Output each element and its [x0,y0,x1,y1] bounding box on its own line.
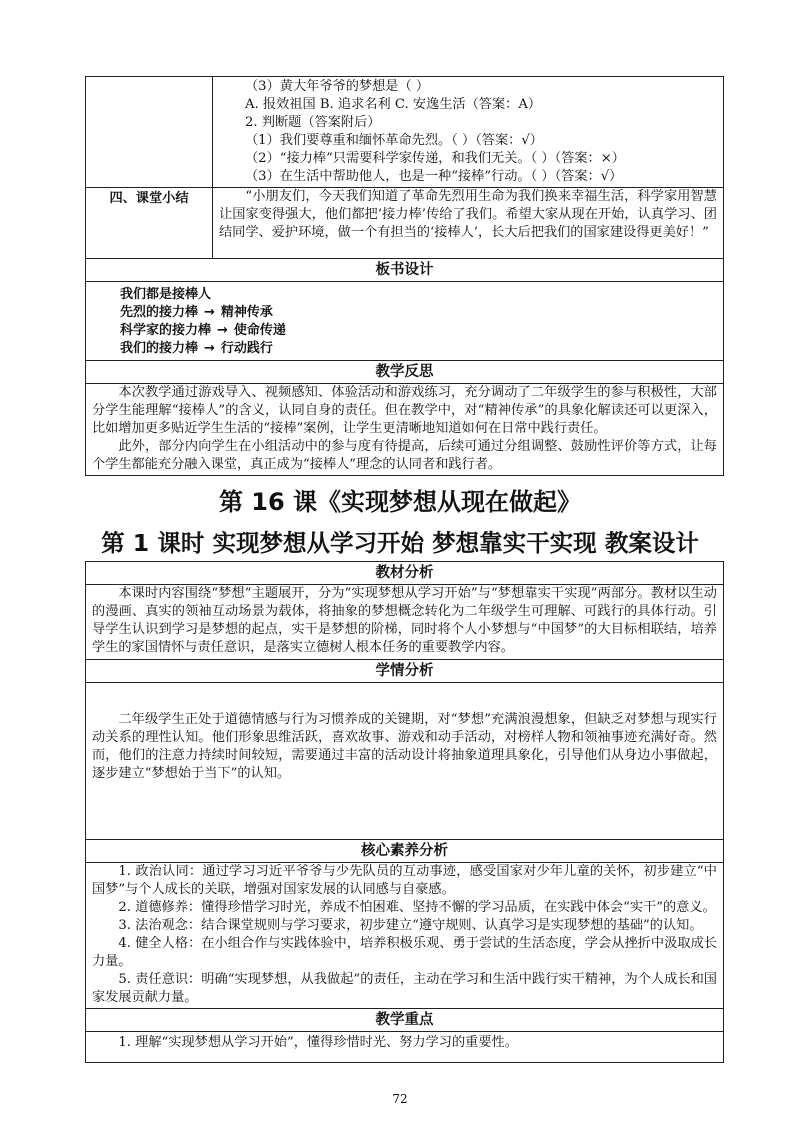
lesson-plan-table [85,561,724,1063]
practice-content-cell [213,77,724,188]
summary-content-cell [213,188,724,259]
top-lesson-table [85,76,724,476]
board-line-left: 我们的接力棒 [120,341,199,356]
board-content-cell [86,282,724,361]
summary-row [86,188,724,259]
arrow-icon: → [204,341,215,356]
board-line-right: 行动践行 [220,341,273,356]
focus-content-cell [86,1032,724,1063]
student-analysis-header: 学情分析 [86,660,724,683]
practice-line: 2. 判断题（答案附后） [245,115,381,130]
practice-line: （2）“接力棒”只需要科学家传递，和我们无关。（ ）（答案：×） [245,151,625,166]
practice-label-cell [86,77,213,188]
core-content-cell [86,863,724,1009]
teaching-focus-item: 1. 理解“实现梦想从学习开始”，懂得珍惜时光、努力学习的重要性。 [118,1035,518,1050]
practice-line: A. 报效祖国 B. 追求名利 C. 安逸生活（答案：A） [245,97,542,112]
material-header-row [86,562,724,585]
core-literacy-item: 3. 法治观念：结合课堂规则与学习要求，初步建立“遵守规则、认真学习是实现梦想的基础”的认知。 [118,918,703,933]
summary-label: 四、课堂小结 [86,188,213,259]
summary-text: “小朋友们，今天我们知道了革命先烈用生命为我们换来幸福生活，科学家用智慧让国家变得强大，他们都把‘接力棒’传给了我们。希望大家从现在开始，认真学习、团结同学、爱护环境，做一个有担当的‘接棒人’，长大后把我们的国家建设得更美好！” [219,189,717,240]
lesson-title: 第 16 课《实现梦想从现在做起》 [218,488,582,516]
lesson-subtitle: 第 1 课时 实现梦想从学习开始 梦想靠实干实现 教案设计 [101,529,699,557]
core-literacy-item: 2. 道德修养：懂得珍惜学习时光，养成不怕困难、坚持不懈的学习品质，在实践中体会“实干”的意义。 [118,900,716,915]
reflection-header-row [86,361,724,384]
reflection-header: 教学反思 [86,361,724,384]
focus-content-row [86,1032,724,1063]
board-line-right: 精神传承 [220,305,273,320]
core-literacy-item: 4. 健全人格：在小组合作与实践体验中，培养积极乐观、勇于尝试的生活态度，学会从挫折中汲取成长力量。 [92,936,717,969]
practice-line: （1）我们要尊重和缅怀革命先烈。（ ）（答案：√） [245,133,543,148]
reflection-content-row [86,384,724,476]
material-analysis-text: 本课时内容围绕“梦想”主题展开，分为“实现梦想从学习开始”与“梦想靠实干实现”两部分。教材以生动的漫画、真实的领袖互动场景为载体，将抽象的梦想概念转化为二年级学生可理解、可践行的具体行动。引导学生认识到学习是梦想的起点，实干是梦想的阶梯，同时将个人小梦想与“中国梦”的大目标相联结，培养学生的家国情怀与责任意识，是落实立德树人根本任务的重要教学内容。 [92,586,717,655]
board-line-left: 先烈的接力棒 [120,305,199,320]
board-line [120,304,717,322]
focus-header-row [86,1009,724,1032]
board-line [120,340,717,358]
practice-line: （3）黄大年爷爷的梦想是（ ） [245,79,430,94]
student-content-row [86,683,724,840]
material-analysis-header: 教材分析 [86,562,724,585]
material-content-row [86,585,724,660]
reflection-content-cell [86,384,724,476]
core-header-row [86,840,724,863]
core-literacy-item: 1. 政治认同：通过学习习近平爷爷与少先队员的互动事迹，感受国家对少年儿童的关怀，初步建立“中国梦”与个人成长的关联，增强对国家发展的认同感与自豪感。 [92,864,717,897]
material-content-cell [86,585,724,660]
student-content-cell [86,683,724,840]
board-line-right: 使命传递 [233,323,286,338]
student-analysis-text: 二年级学生正处于道德情感与行为习惯养成的关键期，对“梦想”充满浪漫想象，但缺乏对梦想与现实行动关系的理性认知。他们形象思维活跃，喜欢故事、游戏和动手活动，对榜样人物和领袖事迹充满好奇。然而，他们的注意力持续时间较短，需要通过丰富的活动设计将抽象道理具象化，引导他们从身边小事做起，逐步建立“梦想始于当下”的认知。 [92,712,717,781]
page-number: 72 [392,1092,408,1106]
arrow-icon: → [204,305,215,320]
student-header-row [86,660,724,683]
reflection-paragraph: 此外，部分内向学生在小组活动中的参与度有待提高，后续可通过分组调整、鼓励性评价等方式，让每个学生都能充分融入课堂，真正成为“接棒人”理念的认同者和践行者。 [92,439,717,472]
core-literacy-item: 5. 责任意识：明确“实现梦想，从我做起”的责任，主动在学习和生活中践行实干精神，为个人成长和国家发展贡献力量。 [92,972,717,1005]
board-header-row [86,259,724,282]
practice-row [86,77,724,188]
practice-line: （3）在生活中帮助他人，也是一种“接棒”行动。（ ）（答案：√） [245,169,623,184]
board-title: 我们都是接棒人 [120,287,212,302]
reflection-paragraph: 本次教学通过游戏导入、视频感知、体验活动和游戏练习，充分调动了二年级学生的参与积极性，大部分学生能理解“接棒人”的含义，认同自身的责任。但在教学中，对“精神传承”的具象化解读还可以更深入，比如增加更多贴近学生生活的“接棒”案例，让学生更清晰地知道如何在日常中践行责任。 [92,385,717,436]
core-literacy-header: 核心素养分析 [86,840,724,863]
board-design-header: 板书设计 [86,259,724,282]
arrow-icon: → [217,323,228,338]
board-line [120,322,717,340]
teaching-focus-header: 教学重点 [86,1009,724,1032]
board-line-left: 科学家的接力棒 [120,323,212,338]
core-content-row [86,863,724,1009]
board-content-row [86,282,724,361]
